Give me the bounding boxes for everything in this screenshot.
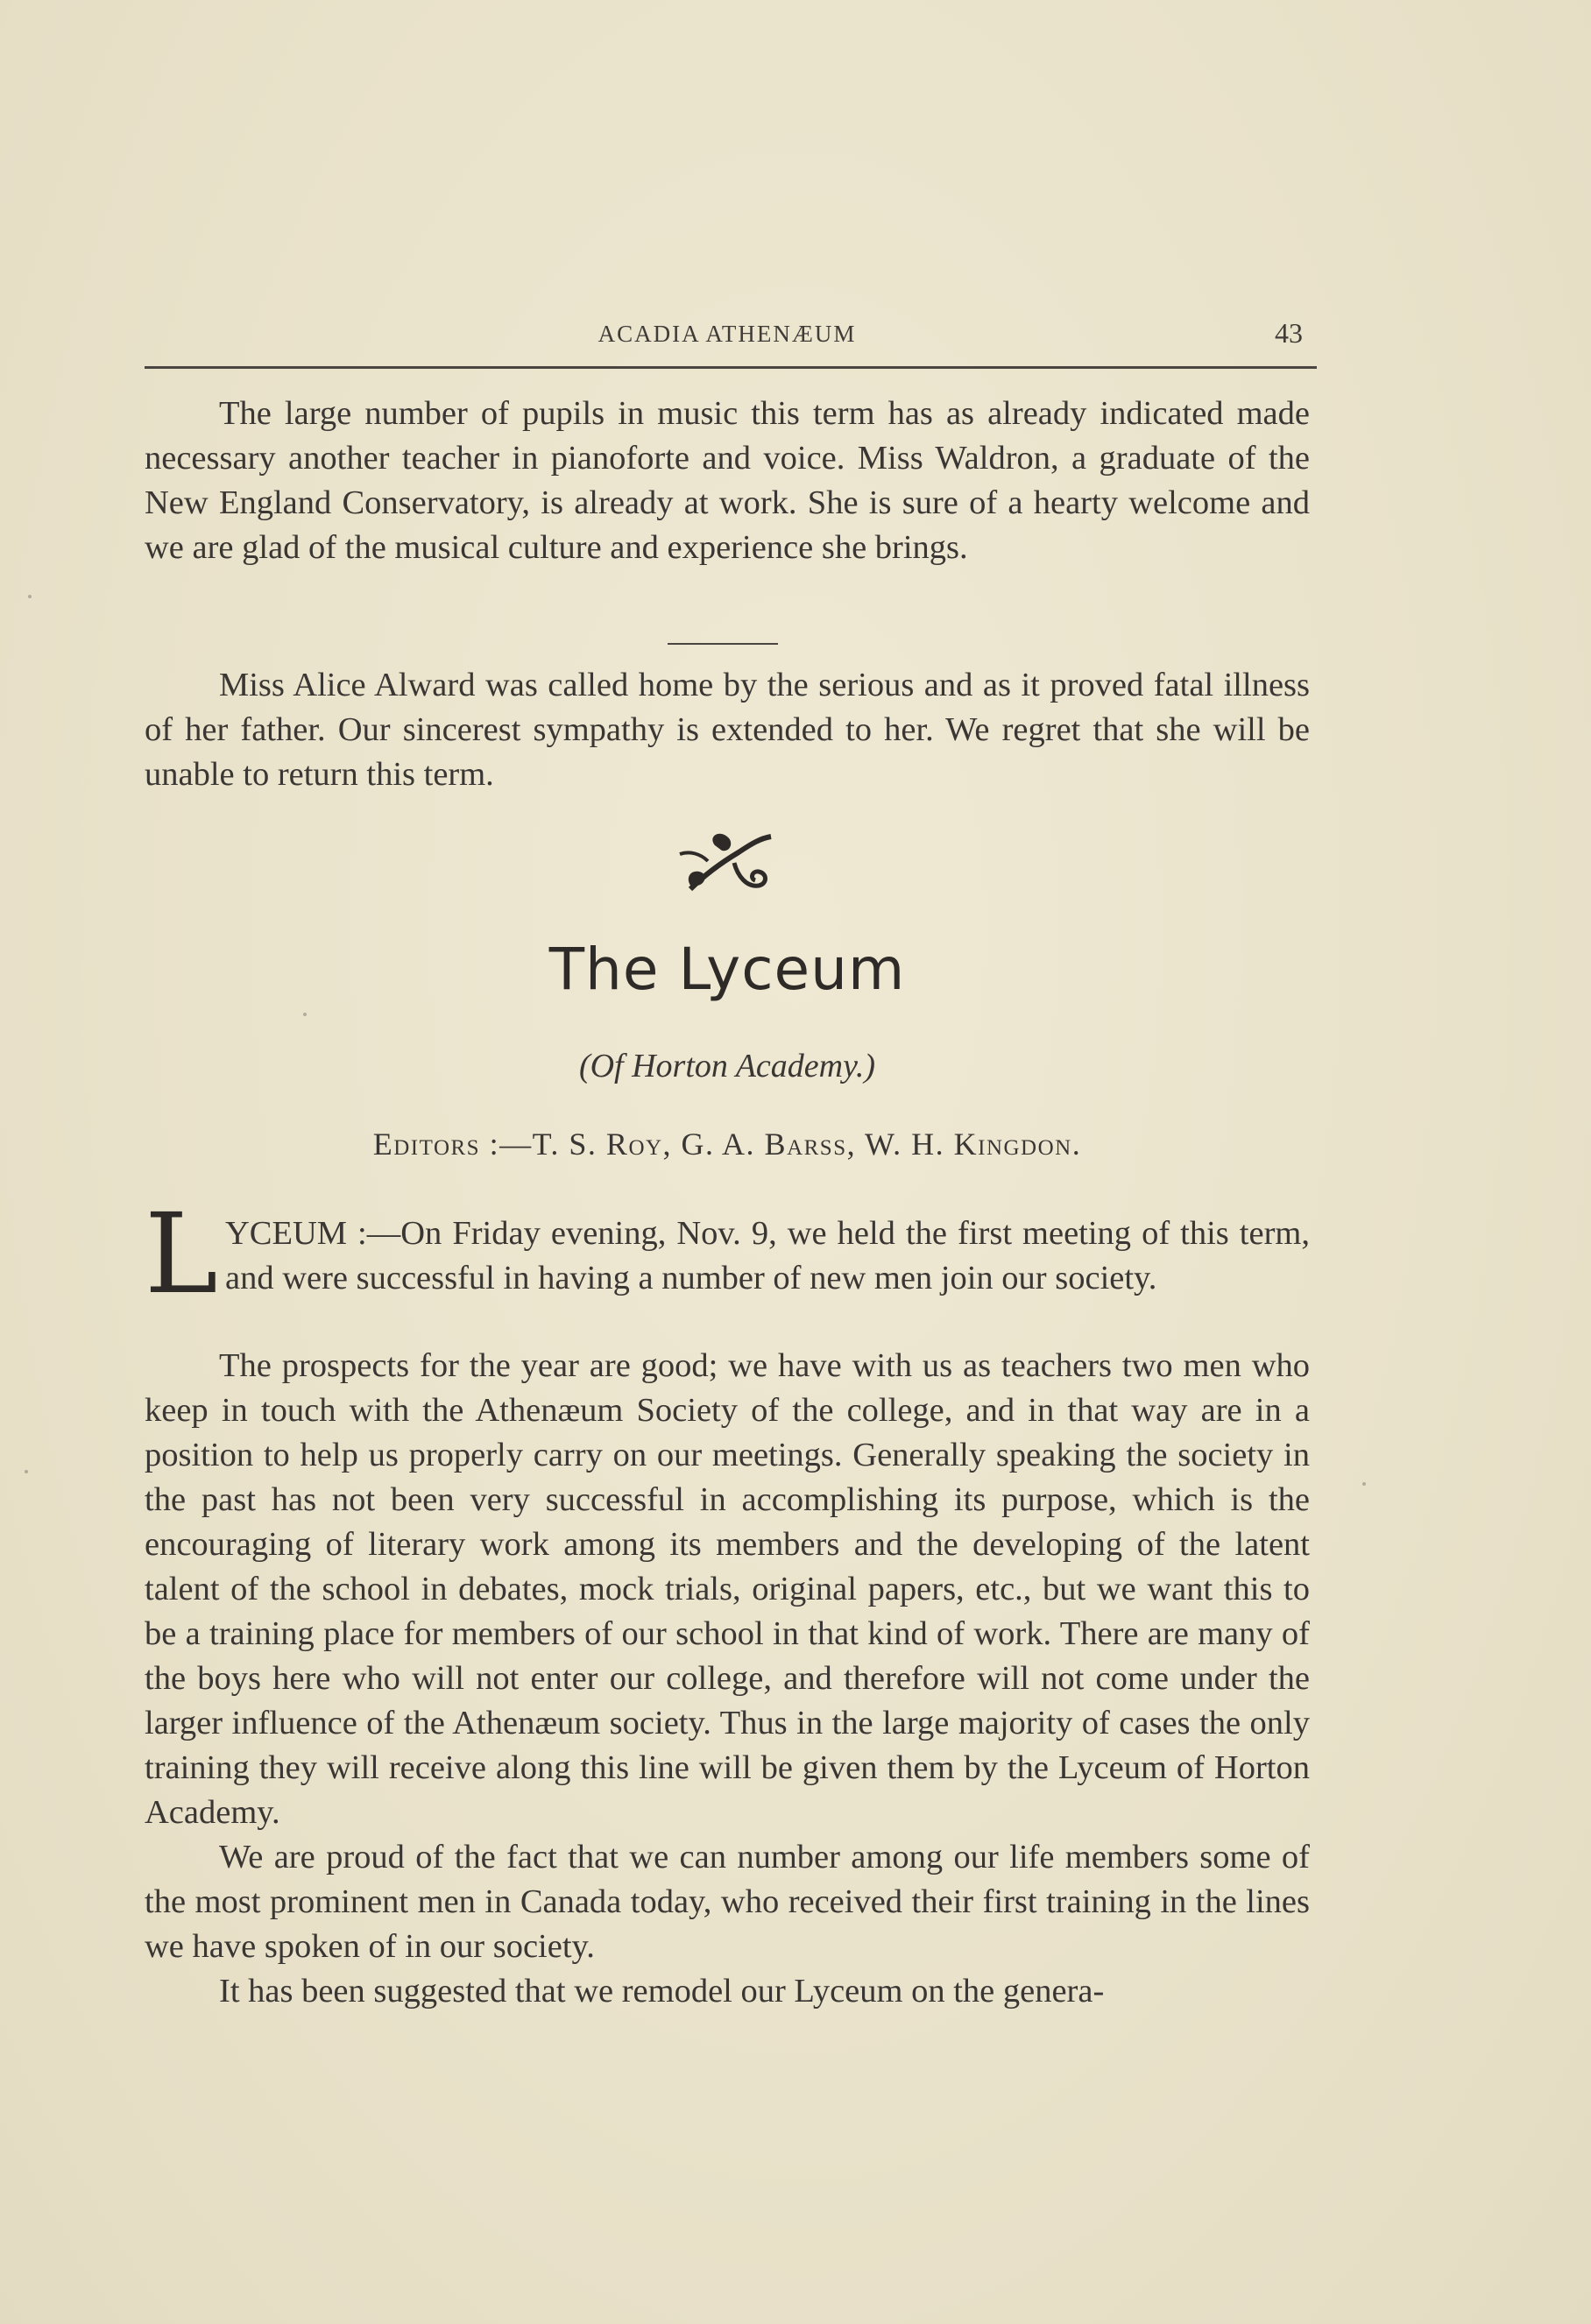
editors-line: Editors :—T. S. Roy, G. A. Barss, W. H. Kingdon. bbox=[372, 1127, 1082, 1162]
section-subtitle: (Of Horton Academy.) bbox=[578, 1048, 876, 1084]
paper-speck bbox=[28, 595, 32, 598]
paragraph-remodel: It has been suggested that we remodel our Lyceum on the genera- bbox=[219, 1973, 1105, 2010]
lyceum-body bbox=[145, 1344, 1310, 2014]
paper-speck bbox=[303, 1013, 307, 1016]
header-rule bbox=[145, 366, 1317, 369]
fleuron-ornament-icon bbox=[673, 828, 778, 898]
paragraph-alice-alward bbox=[145, 663, 1310, 797]
drop-cap-letter: L bbox=[145, 1190, 218, 1318]
paragraph-alice-alward-text: Miss Alice Alward was called home by the serious and as it proved fatal illness of her father. Our sincerest sympathy is extended to her. We regret that she will be unable to return this term. bbox=[145, 667, 1310, 793]
journal-title: ACADIA ATHENÆUM bbox=[598, 321, 857, 347]
paper-speck bbox=[25, 1470, 28, 1473]
lyceum-opening-text: YCEUM :—On Friday evening, Nov. 9, we held the first meeting of this term, and were successful in having a number of new men join our society. bbox=[225, 1215, 1310, 1296]
page-number: 43 bbox=[1275, 317, 1303, 349]
paper-speck bbox=[1362, 1482, 1366, 1486]
paragraph-music-teacher-text: The large number of pupils in music this term has as already indicated made necessary another teacher in pianoforte and voice. Miss Waldron, a graduate of the New England Conservatory, is already at work. She is sure of a hearty welcome and we are glad of the musical culture and experience she brings. bbox=[145, 395, 1310, 566]
section-divider-rule bbox=[668, 643, 778, 645]
paragraph-life-members: We are proud of the fact that we can number among our life members some of the most prominent men in Canada today, who received their first training in the lines we have spoken of in our society. bbox=[145, 1839, 1310, 1965]
paragraph-prospects: The prospects for the year are good; we have with us as teachers two men who keep in touch with the Athenæum Society of the college, and in that way are in a position to help us properly carry on our meetings. Generally speaking the society in the past has not been very successful in accomplishing its purpose, which is the encouraging of literary work among its members and the developing of the latent talent of the school in debates, mock trials, original papers, etc., but we want this to be a training place for members of our school in that kind of work. There are many of the boys here who will not enter our college, and therefore will not come under the larger influence of the Athenæum society. Thus in the large majority of cases the only training they will receive along this line will be given them by the Lyceum of Horton Academy. bbox=[145, 1347, 1310, 1831]
running-head bbox=[145, 317, 1310, 364]
section-title: The Lyceum bbox=[548, 936, 906, 1003]
lyceum-opening-paragraph bbox=[145, 1190, 1310, 1318]
paragraph-music-teacher bbox=[145, 392, 1310, 570]
